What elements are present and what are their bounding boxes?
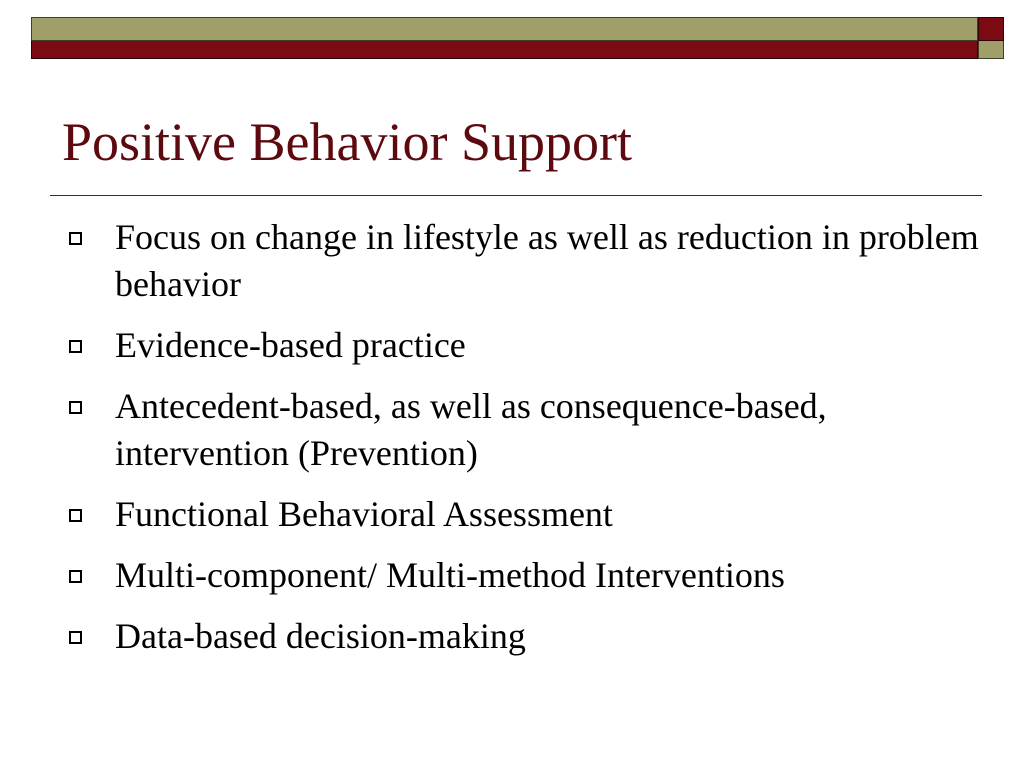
bullet-item [64,322,994,369]
bullet-list [64,214,994,674]
hollow-square-bullet-icon [69,232,82,245]
bullet-item [64,613,994,660]
bullet-text: Evidence-based practice [115,325,466,365]
hollow-square-bullet-icon [69,401,82,414]
bullet-text: Data-based decision-making [115,616,526,656]
header-corner-olive-block [978,41,1004,59]
header-band-olive [31,17,978,41]
bullet-item [64,552,994,599]
bullet-text: Multi-component/ Multi-method Interventions [115,555,785,595]
bullet-text: Focus on change in lifestyle as well as reduction in problem behavior [115,217,979,304]
hollow-square-bullet-icon [69,570,82,583]
slide-title: Positive Behavior Support [62,112,632,172]
bullet-item [64,491,994,538]
bullet-text: Functional Behavioral Assessment [115,494,613,534]
hollow-square-bullet-icon [69,340,82,353]
header-band-maroon [31,41,978,59]
header-corner-maroon-block [978,17,1004,41]
hollow-square-bullet-icon [69,631,82,644]
bullet-text: Antecedent-based, as well as consequence-based, intervention (Prevention) [115,386,827,473]
title-divider [50,195,982,196]
hollow-square-bullet-icon [69,509,82,522]
bullet-item [64,383,994,477]
bullet-item [64,214,994,308]
